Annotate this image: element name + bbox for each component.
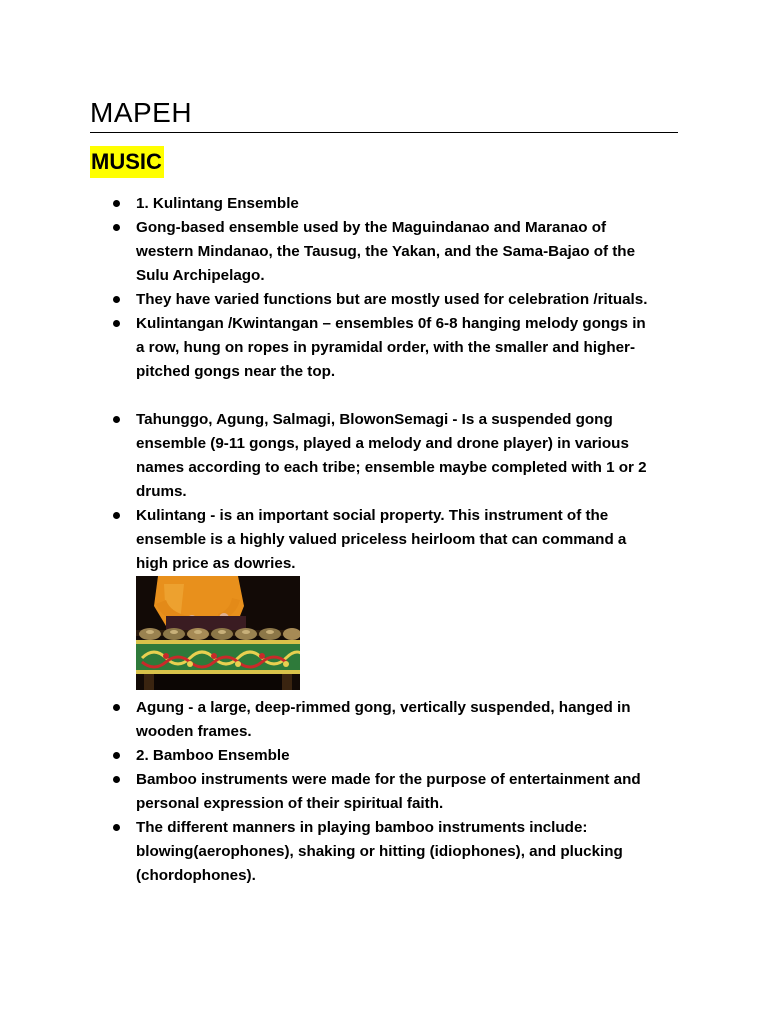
list-item-text: 2. Bamboo Ensemble bbox=[136, 747, 290, 764]
list-item-text: Bamboo instruments were made for the purpose of entertainment and personal expression of their spiritual faith. bbox=[136, 771, 641, 812]
bullet-dot-icon bbox=[113, 296, 120, 303]
list-item bbox=[0, 408, 656, 504]
bullet-dot-icon bbox=[113, 752, 120, 759]
bullet-dot-icon bbox=[113, 416, 120, 423]
list-item-text: Tahunggo, Agung, Salmagi, BlowonSemagi - Is a suspended gong ensemble (9-11 gongs, played a melody and drone player) in various names according to each tribe; ensemble maybe completed with 1 or 2 drums. bbox=[136, 411, 647, 500]
list-item bbox=[0, 216, 656, 288]
list-item-text: Agung - a large, deep-rimmed gong, vertically suspended, hanged in wooden frames. bbox=[136, 699, 631, 740]
bullet-dot-icon bbox=[113, 320, 120, 327]
list-item bbox=[0, 192, 656, 216]
list-item bbox=[0, 768, 656, 816]
bullet-dot-icon bbox=[113, 224, 120, 231]
bullet-dot-icon bbox=[113, 200, 120, 207]
bullet-dot-icon bbox=[113, 776, 120, 783]
list-item bbox=[0, 696, 656, 744]
list-item bbox=[0, 312, 656, 384]
bullet-list bbox=[0, 192, 768, 888]
bullet-dot-icon bbox=[113, 824, 120, 831]
bullet-dot-icon bbox=[113, 704, 120, 711]
blank-line bbox=[0, 384, 768, 408]
section-heading-music: MUSIC bbox=[90, 146, 164, 178]
photo-container bbox=[0, 576, 768, 690]
list-item bbox=[0, 288, 656, 312]
list-item bbox=[0, 816, 656, 888]
list-item bbox=[0, 744, 656, 768]
list-item-text: They have varied functions but are mostly used for celebration /rituals. bbox=[136, 291, 648, 308]
list-item-text: 1. Kulintang Ensemble bbox=[136, 195, 299, 212]
list-item-text: Gong-based ensemble used by the Maguindanao and Maranao of western Mindanao, the Tausug, the Yakan, and the Sama-Bajao of the Sulu Archipelago. bbox=[136, 219, 636, 284]
list-item-text: Kulintang - is an important social property. This instrument of the ensemble is a highly valued priceless heirloom that can command a high price as dowries. bbox=[136, 507, 627, 572]
kulintang-player-photo bbox=[136, 576, 300, 690]
list-item-text: Kulintangan /Kwintangan – ensembles 0f 6-8 hanging melody gongs in a row, hung on ropes in pyramidal order, with the smaller and higher-pitched gongs near the top. bbox=[136, 315, 646, 380]
list-item bbox=[0, 504, 656, 576]
document-title: MAPEH bbox=[90, 97, 193, 128]
list-item-text: The different manners in playing bamboo instruments include: blowing(aerophones), shaking or hitting (idiophones), and plucking (chordophones). bbox=[136, 819, 623, 884]
bullet-dot-icon bbox=[113, 512, 120, 519]
title-underline bbox=[90, 132, 678, 133]
